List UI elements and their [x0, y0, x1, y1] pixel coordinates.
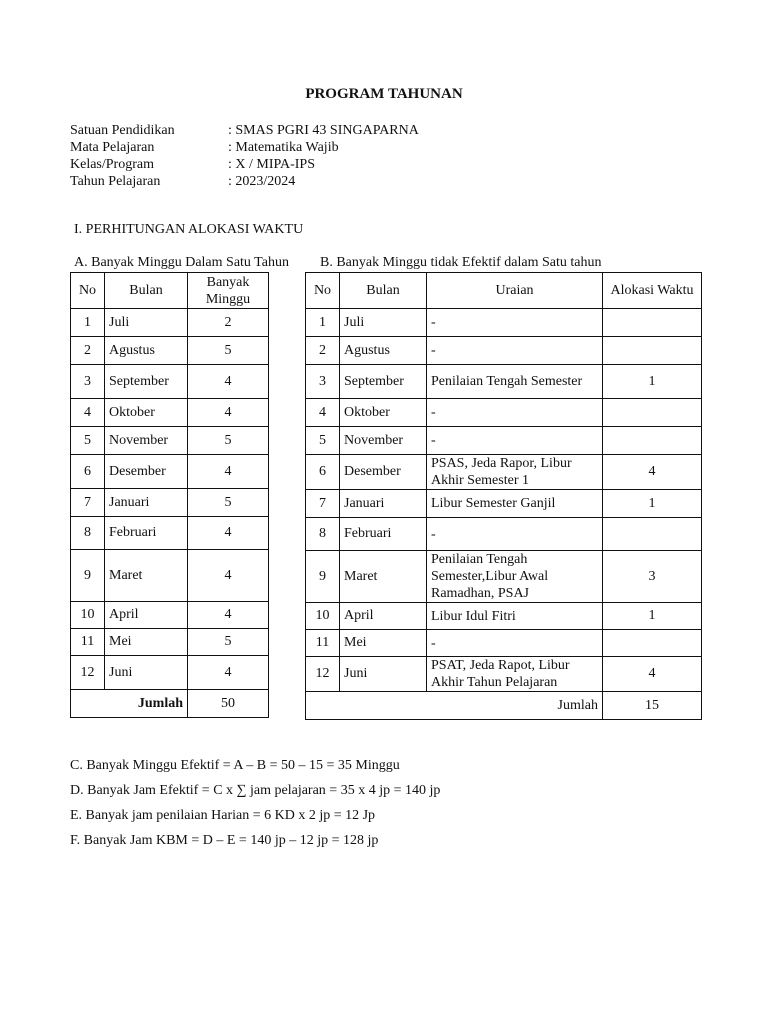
identity-label: Kelas/Program [70, 157, 154, 172]
cell-no: 1 [306, 309, 340, 337]
table-row [306, 365, 702, 399]
cell-bulan: November [340, 427, 427, 455]
cell-banyak-minggu: 4 [188, 399, 269, 427]
cell-no: 3 [306, 365, 340, 399]
cell-alokasi-waktu [603, 427, 702, 455]
cell-no: 5 [306, 427, 340, 455]
table-row [306, 657, 702, 692]
summary-line: F. Banyak Jam KBM = D – E = 140 jp – 12 jp = 128 jp [70, 833, 379, 848]
header-banyak-minggu: Banyak Minggu [188, 273, 269, 309]
cell-no: 6 [306, 455, 340, 490]
table-row [306, 399, 702, 427]
cell-no: 9 [71, 550, 105, 602]
table-row [306, 490, 702, 518]
header-uraian: Uraian [427, 273, 603, 309]
cell-no: 1 [71, 309, 105, 337]
table-row [71, 629, 269, 656]
cell-bulan: Februari [105, 517, 188, 550]
cell-banyak-minggu: 5 [188, 427, 269, 455]
cell-banyak-minggu: 4 [188, 656, 269, 690]
cell-banyak-minggu: 4 [188, 517, 269, 550]
cell-bulan: Desember [105, 455, 188, 489]
non-effective-weeks-table [305, 272, 702, 720]
identity-label: Tahun Pelajaran [70, 174, 161, 189]
cell-bulan: Mei [105, 629, 188, 656]
cell-no: 5 [71, 427, 105, 455]
cell-bulan: November [105, 427, 188, 455]
cell-uraian: - [427, 337, 603, 365]
cell-no: 12 [306, 657, 340, 692]
cell-bulan: Desember [340, 455, 427, 490]
cell-banyak-minggu: 4 [188, 602, 269, 629]
cell-banyak-minggu: 5 [188, 489, 269, 517]
document-title: PROGRAM TAHUNAN [305, 86, 463, 102]
summary-line: D. Banyak Jam Efektif = C x ∑ jam pelajaran = 35 x 4 jp = 140 jp [70, 783, 441, 798]
cell-bulan: September [340, 365, 427, 399]
identity-value: : 2023/2024 [228, 173, 295, 190]
cell-alokasi-waktu [603, 337, 702, 365]
cell-bulan: Oktober [340, 399, 427, 427]
cell-no: 7 [71, 489, 105, 517]
header-bulan: Bulan [105, 273, 188, 309]
cell-no: 2 [71, 337, 105, 365]
identity-label: Satuan Pendidikan [70, 123, 175, 138]
identity-value: : Matematika Wajib [228, 139, 339, 156]
table-header-row [71, 273, 269, 309]
cell-bulan: Maret [105, 550, 188, 602]
cell-uraian: Libur Idul Fitri [427, 603, 603, 630]
cell-bulan: April [105, 602, 188, 629]
identity-value: : SMAS PGRI 43 SINGAPARNA [228, 122, 419, 139]
total-label: Jumlah [306, 692, 603, 720]
table-row [306, 455, 702, 490]
cell-banyak-minggu: 4 [188, 455, 269, 489]
cell-banyak-minggu: 2 [188, 309, 269, 337]
weeks-per-year-table [70, 272, 269, 718]
cell-no: 12 [71, 656, 105, 690]
cell-alokasi-waktu [603, 630, 702, 657]
total-row [71, 690, 269, 718]
cell-banyak-minggu: 5 [188, 337, 269, 365]
cell-no: 11 [306, 630, 340, 657]
cell-alokasi-waktu: 4 [603, 455, 702, 490]
cell-banyak-minggu: 4 [188, 365, 269, 399]
table-row [71, 455, 269, 489]
table-header-row [306, 273, 702, 309]
cell-uraian: - [427, 309, 603, 337]
summary-line: C. Banyak Minggu Efektif = A – B = 50 – 15 = 35 Minggu [70, 758, 400, 773]
cell-alokasi-waktu [603, 399, 702, 427]
cell-alokasi-waktu: 1 [603, 603, 702, 630]
cell-alokasi-waktu: 1 [603, 365, 702, 399]
table-row [71, 365, 269, 399]
table-row [306, 603, 702, 630]
cell-bulan: Agustus [340, 337, 427, 365]
cell-bulan: Januari [340, 490, 427, 518]
table-row [306, 427, 702, 455]
cell-no: 10 [306, 603, 340, 630]
table-row [306, 551, 702, 603]
total-row [306, 692, 702, 720]
table-row [71, 427, 269, 455]
table-row [71, 517, 269, 550]
cell-no: 10 [71, 602, 105, 629]
cell-no: 11 [71, 629, 105, 656]
cell-uraian: PSAT, Jeda Rapot, Libur Akhir Tahun Pelajaran [427, 657, 603, 692]
header-bulan: Bulan [340, 273, 427, 309]
cell-alokasi-waktu: 1 [603, 490, 702, 518]
cell-uraian: Libur Semester Ganjil [427, 490, 603, 518]
table-row [71, 309, 269, 337]
identity-label: Mata Pelajaran [70, 140, 155, 155]
cell-no: 4 [306, 399, 340, 427]
total-value: 50 [188, 690, 269, 718]
cell-bulan: Juli [340, 309, 427, 337]
cell-uraian: - [427, 399, 603, 427]
table-row [306, 309, 702, 337]
cell-no: 8 [71, 517, 105, 550]
cell-bulan: April [340, 603, 427, 630]
cell-no: 2 [306, 337, 340, 365]
table-row [71, 602, 269, 629]
header-no: No [306, 273, 340, 309]
cell-uraian: Penilaian Tengah Semester [427, 365, 603, 399]
cell-bulan: Juni [340, 657, 427, 692]
cell-bulan: Februari [340, 518, 427, 551]
total-value: 15 [603, 692, 702, 720]
total-label: Jumlah [71, 690, 188, 718]
cell-bulan: Mei [340, 630, 427, 657]
summary-line: E. Banyak jam penilaian Harian = 6 KD x 2 jp = 12 Jp [70, 808, 376, 823]
header-no: No [71, 273, 105, 309]
cell-uraian: - [427, 518, 603, 551]
section-heading: I. PERHITUNGAN ALOKASI WAKTU [74, 222, 304, 237]
cell-alokasi-waktu [603, 309, 702, 337]
cell-no: 4 [71, 399, 105, 427]
cell-bulan: Juli [105, 309, 188, 337]
cell-bulan: Januari [105, 489, 188, 517]
cell-alokasi-waktu: 4 [603, 657, 702, 692]
table-row [306, 630, 702, 657]
cell-no: 9 [306, 551, 340, 603]
table-a-caption: A. Banyak Minggu Dalam Satu Tahun [74, 255, 289, 270]
header-alokasi-waktu: Alokasi Waktu [603, 273, 702, 309]
cell-bulan: September [105, 365, 188, 399]
cell-uraian: - [427, 427, 603, 455]
cell-no: 8 [306, 518, 340, 551]
cell-uraian: - [427, 630, 603, 657]
table-row [71, 656, 269, 690]
table-b-caption: B. Banyak Minggu tidak Efektif dalam Satu tahun [320, 255, 602, 270]
table-row [71, 337, 269, 365]
cell-no: 3 [71, 365, 105, 399]
cell-alokasi-waktu: 3 [603, 551, 702, 603]
cell-bulan: Agustus [105, 337, 188, 365]
table-row [71, 489, 269, 517]
cell-uraian: Penilaian Tengah Semester,Libur Awal Ramadhan, PSAJ [427, 551, 603, 603]
table-row [71, 550, 269, 602]
cell-no: 7 [306, 490, 340, 518]
table-row [306, 518, 702, 551]
cell-bulan: Juni [105, 656, 188, 690]
cell-banyak-minggu: 5 [188, 629, 269, 656]
cell-alokasi-waktu [603, 518, 702, 551]
table-row [71, 399, 269, 427]
cell-banyak-minggu: 4 [188, 550, 269, 602]
cell-bulan: Oktober [105, 399, 188, 427]
cell-uraian: PSAS, Jeda Rapor, Libur Akhir Semester 1 [427, 455, 603, 490]
cell-no: 6 [71, 455, 105, 489]
identity-value: : X / MIPA-IPS [228, 156, 315, 173]
table-row [306, 337, 702, 365]
cell-bulan: Maret [340, 551, 427, 603]
